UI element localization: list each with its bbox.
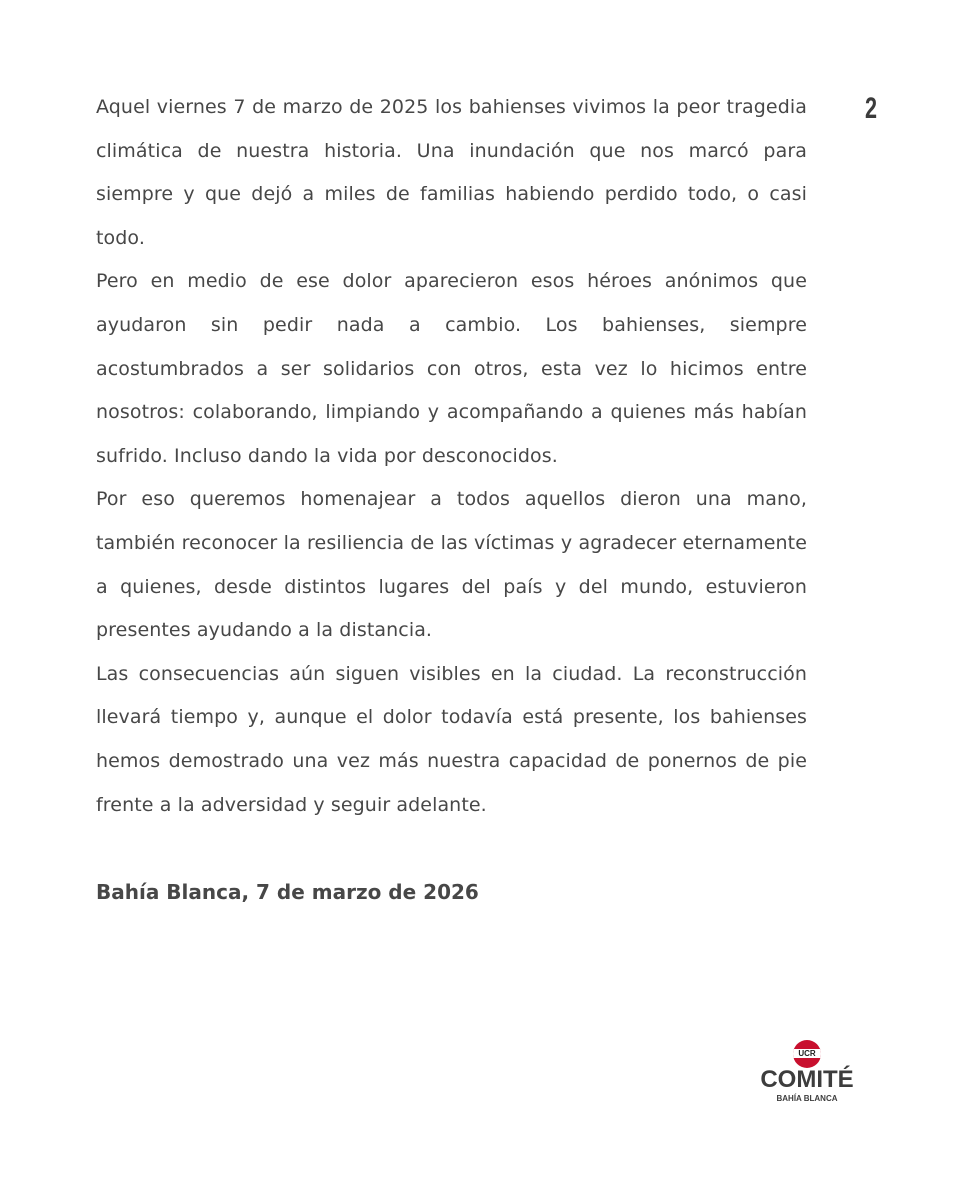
paragraph-3: Por eso queremos homenajear a todos aquellos dieron una mano, también reconocer la resiliencia de las víctimas y agradecer eternamente a quienes, desde distintos lugares del país y del mundo, estuvieron presentes ayudando a la distancia. [96,488,807,642]
paragraph-2: Pero en medio de ese dolor aparecieron esos héroes anónimos que ayudaron sin pedir nada a cambio. Los bahienses, siempre acostumbrados a ser solidarios con otros, esta vez lo hicimos entre nosotros: colaborando, limpiando y acompañando a quienes más habían sufrido. Incluso dando la vida por desconocidos. [96,270,807,467]
paragraph-1: Aquel viernes 7 de marzo de 2025 los bahienses vivimos la peor tragedia climática de nuestra historia. Una inundación que nos marcó para siempre y que dejó a miles de familias habiendo perdido todo, o casi todo. [96,96,807,249]
logo-wordmark: COMITÉ [760,1066,854,1093]
ucr-emblem-icon [793,1040,821,1068]
logo-city: BAHÍA BLANCA [776,1094,838,1103]
logo-abbreviation: UCR [798,1049,816,1058]
letter-body [96,86,807,827]
signature-date: Bahía Blanca, 7 de marzo de 2026 [96,880,479,904]
ucr-comite-logo [752,1040,862,1106]
page-number: 2 [864,92,878,125]
paragraph-4: Las consecuencias aún siguen visibles en la ciudad. La reconstrucción llevará tiempo y, aunque el dolor todavía está presente, los bahienses hemos demostrado una vez más nuestra capacidad de ponernos de pie frente a la adversidad y seguir adelante. [96,662,807,816]
